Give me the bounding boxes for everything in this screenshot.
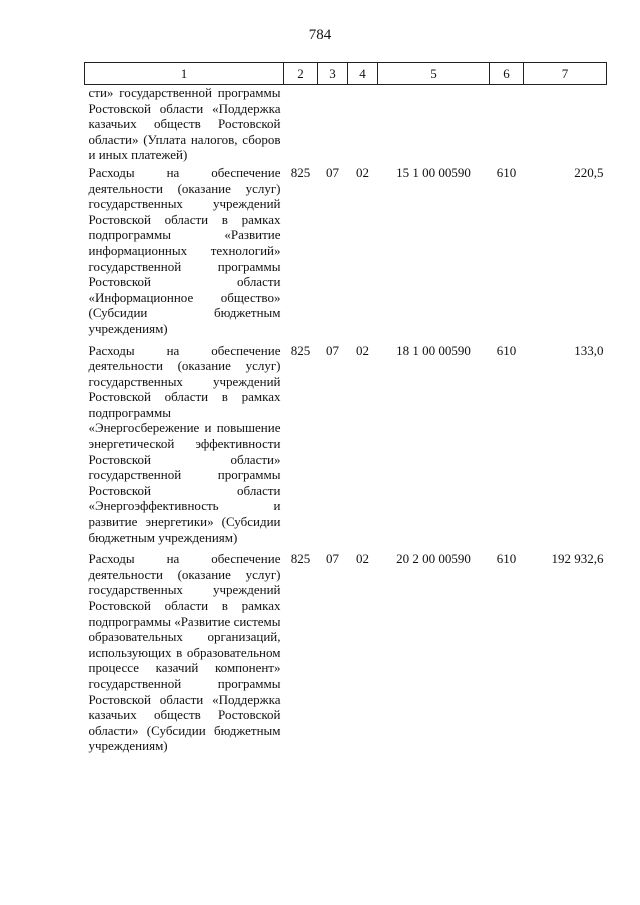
column-header: 1 bbox=[85, 63, 284, 85]
row-amount: 220,5 bbox=[574, 164, 604, 180]
table-row bbox=[85, 85, 607, 163]
row-section: 07 bbox=[326, 342, 339, 358]
row-section bbox=[318, 85, 348, 163]
row-expense-type: 610 bbox=[496, 342, 517, 358]
row-expense-type bbox=[490, 85, 524, 163]
row-section: 07 bbox=[326, 551, 339, 567]
row-subsection: 02 bbox=[356, 342, 369, 358]
row-ministry: 825 bbox=[290, 164, 311, 180]
column-header: 5 bbox=[378, 63, 490, 85]
row-amount: 133,0 bbox=[574, 342, 604, 358]
row-subsection: 02 bbox=[356, 551, 369, 567]
row-description: сти» государственной программы Ростовской области «Поддержка казачьих обществ Ростовской области» (Уплата налогов, сборов и иных платежей) bbox=[88, 85, 281, 163]
page-number: 784 bbox=[308, 27, 332, 43]
row-description: Расходы на обеспечение деятельности (оказание услуг) государственных учреждений Ростовской области в рамках подпрограммы «Развитие системы образовательных организаций, использующих в образовательном процессе казачий компонент» государственной программы Ростовской области «Поддержка казачьих обществ Ростовской области» (Субсидии бюджетным учреждениям) bbox=[88, 551, 281, 754]
row-target-article: 18 1 00 00590 bbox=[396, 342, 471, 358]
row-subsection bbox=[348, 85, 378, 163]
row-amount: 192 932,6 bbox=[551, 551, 604, 567]
column-header: 3 bbox=[318, 63, 348, 85]
row-target-article: 15 1 00 00590 bbox=[396, 164, 471, 180]
column-header: 7 bbox=[524, 63, 607, 85]
row-description: Расходы на обеспечение деятельности (оказание услуг) государственных учреждений Ростовской области в рамках подпрограммы «Развитие информационных технологий» государственной программы Ростовской области «Информационное общество» (Субсидии бюджетным учреждениям) bbox=[88, 164, 281, 336]
row-expense-type: 610 bbox=[496, 551, 517, 567]
row-ministry: 825 bbox=[290, 342, 311, 358]
row-target-article bbox=[378, 85, 490, 163]
row-amount bbox=[524, 85, 607, 163]
column-header: 6 bbox=[490, 63, 524, 85]
column-header: 2 bbox=[284, 63, 318, 85]
row-description: Расходы на обеспечение деятельности (оказание услуг) государственных учреждений Ростовской области в рамках подпрограммы «Энергосбережение и повышение энергетической эффективности Ростовской области» государственной программы Ростовской области «Энергоэффективность и развитие энергетики» (Субсидии бюджетным учреждениям) bbox=[88, 342, 281, 545]
row-ministry: 825 bbox=[290, 551, 311, 567]
table-row bbox=[85, 341, 607, 550]
row-target-article: 20 2 00 00590 bbox=[396, 551, 471, 567]
row-ministry bbox=[284, 85, 318, 163]
table-row bbox=[85, 549, 607, 758]
row-expense-type: 610 bbox=[496, 164, 517, 180]
column-header: 4 bbox=[348, 63, 378, 85]
budget-table bbox=[84, 62, 607, 758]
table-header-row bbox=[85, 63, 607, 85]
row-section: 07 bbox=[326, 164, 339, 180]
row-subsection: 02 bbox=[356, 164, 369, 180]
table-row bbox=[85, 163, 607, 341]
